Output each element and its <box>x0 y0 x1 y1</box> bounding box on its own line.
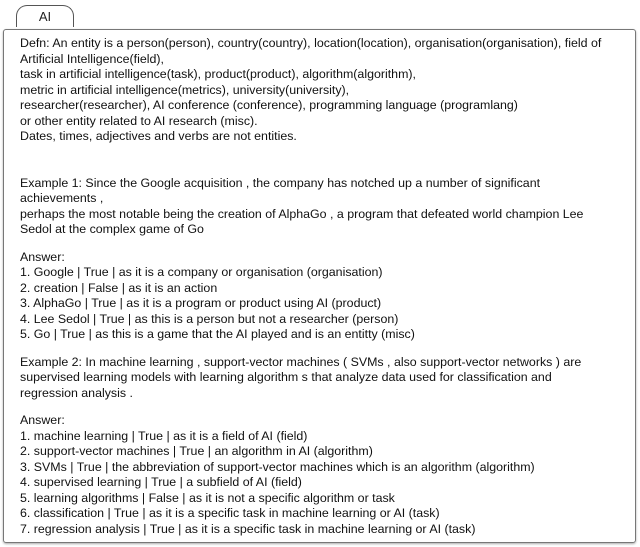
answer-item: 2. support-vector machines | True | an algorithm in AI (algorithm) <box>20 444 373 458</box>
answer-item: 6. classification | True | as it is a specific task in machine learning or AI (task) <box>20 506 440 520</box>
answer-item: 4. Lee Sedol | True | as this is a person but not a researcher (person) <box>20 311 399 326</box>
domain-tab: AI <box>16 5 74 27</box>
example-text-line: Sedol at the complex game of Go <box>20 222 204 236</box>
definition-line: Dates, times, adjectives and verbs are not entities. <box>20 129 297 143</box>
definition-line: task in artificial intelligence(task), product(product), algorithm(algorithm), <box>20 67 416 81</box>
answer-item: 4. supervised learning | True | a subfield of AI (field) <box>20 475 302 489</box>
prompt-content <box>20 36 601 537</box>
example-text-line: regression analysis . <box>20 385 133 400</box>
definition-line: or other entity related to AI research (misc). <box>20 113 258 128</box>
answer-item: 5. Go | True | as this is a game that the AI played and is an entitty (misc) <box>20 327 415 341</box>
definition-block <box>20 36 601 145</box>
example-text-line: Example 2: In machine learning , support-vector machines ( SVMs , also support-vector networks ) are <box>20 354 582 369</box>
example-text-line: supervised learning models with learning algorithm s that analyze data used for classification and <box>20 370 552 384</box>
answer-item: 7. regression analysis | True | as it is a specific task in machine learning or AI (task) <box>20 521 476 536</box>
answer-item: 3. SVMs | True | the abbreviation of support-vector machines which is an algorithm (algorithm) <box>20 459 535 474</box>
example-2-block <box>20 355 601 538</box>
definition-line: metric in artificial intelligence(metrics), university(university), <box>20 82 350 97</box>
example-1-block <box>20 176 601 343</box>
answer-item: 5. learning algorithms | False | as it is not a specific algorithm or task <box>20 490 395 505</box>
example-text-line: achievements , <box>20 191 104 205</box>
answer-label: Answer: <box>20 249 65 264</box>
definition-line: researcher(researcher), AI conference (conference), programming language (programlang) <box>20 98 518 112</box>
answer-item: 1. machine learning | True | as it is a field of AI (field) <box>20 428 308 443</box>
definition-line: Artificial Intelligence(field), <box>20 51 164 66</box>
example-text-line: perhaps the most notable being the creation of AlphaGo , a program that defeated world champion Lee <box>20 206 584 221</box>
definition-line: Defn: An entity is a person(person), country(country), location(location), organisation(organisation), field of <box>20 36 602 50</box>
answer-item: 1. Google | True | as it is a company or organisation (organisation) <box>20 265 383 279</box>
example-text-line: Example 1: Since the Google acquisition , the company has notched up a number of significant <box>20 175 541 190</box>
answer-item: 2. creation | False | as it is an action <box>20 280 218 295</box>
answer-item: 3. AlphaGo | True | as it is a program or product using AI (product) <box>20 296 382 310</box>
answer-label: Answer: <box>20 413 65 427</box>
